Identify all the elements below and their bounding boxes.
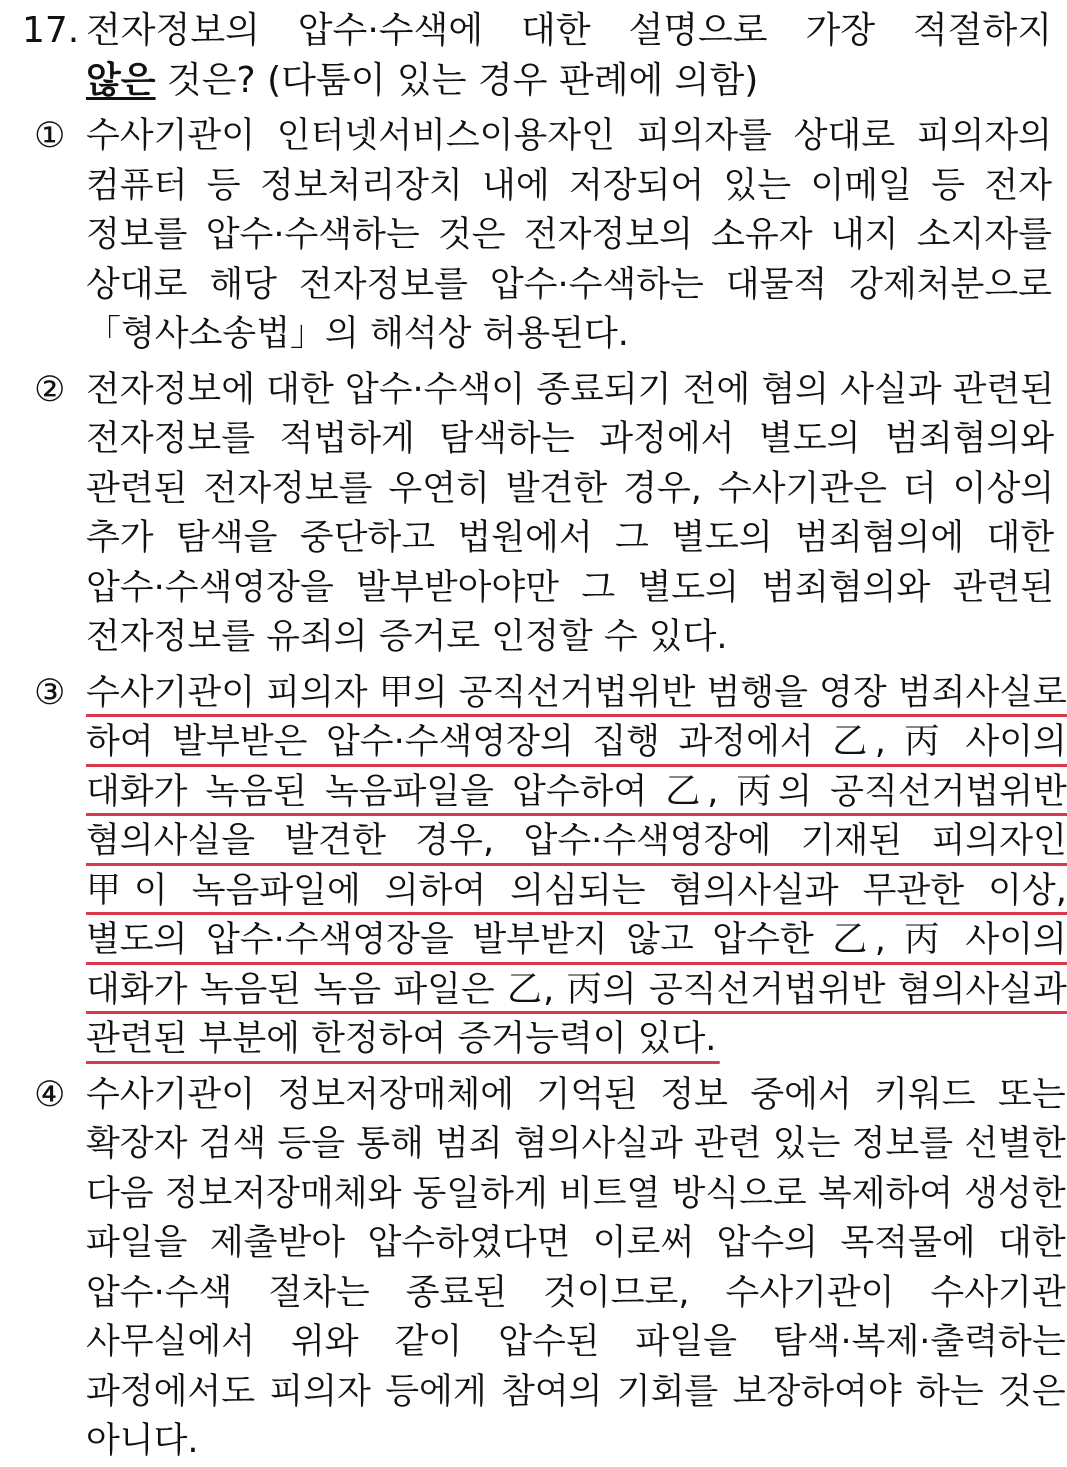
choice-1-line: 상대로 해당 전자정보를 압수·수색하는 대물적 강제처분으로: [86, 264, 1052, 305]
choice-4-text: [86, 1071, 1066, 1467]
choice-3-line-underlined: 甲이 녹음파일에 의하여 의심되는 혐의사실과 무관한 이상,: [86, 867, 1067, 917]
choice-4-line: 수사기관이 정보저장매체에 기억된 정보 중에서 키워드 또는: [86, 1074, 1066, 1115]
choice-3-line-underlined: 수사기관이 피의자 甲의 공직선거법위반 범행을 영장 범죄사실로: [86, 669, 1067, 719]
choice-1-line: 「형사소송법」의 해석상 허용된다.: [86, 314, 629, 354]
choice-2-line: 추가 탐색을 중단하고 법원에서 그 별도의 범죄혐의에 대한: [86, 518, 1055, 558]
question-line-2: [86, 56, 1052, 106]
choice-4-line: 파일을 제출받아 압수하였다면 이로써 압수의 목적물에 대한: [86, 1223, 1066, 1263]
choice-4-mark: ④: [34, 1074, 66, 1115]
choice-3[interactable]: [22, 669, 1067, 1065]
choice-2[interactable]: [22, 366, 1055, 663]
choice-1[interactable]: [22, 112, 1052, 360]
choice-2-text: [86, 366, 1054, 663]
choice-4-line: 다음 정보저장매체와 동일하게 비트열 방식으로 복제하여 생성한: [86, 1173, 1066, 1214]
choice-3-line-underlined: 대화가 녹음된 녹음 파일은 乙, 丙의 공직선거법위반 혐의사실과: [86, 966, 1067, 1016]
choice-3-line-underlined: 관련된 부분에 한정하여 증거능력이 있다.: [86, 1015, 1067, 1065]
question-emphasis: 않은: [86, 60, 156, 101]
choice-3-line-underlined: 하여 발부받은 압수·수색영장의 집행 과정에서 乙, 丙 사이의: [86, 718, 1067, 768]
choice-1-line: 정보를 압수·수색하는 것은 전자정보의 소유자 내지 소지자를: [86, 215, 1052, 255]
question-line-1: 전자정보의 압수·수색에 대한 설명으로 가장 적절하지: [86, 10, 1052, 51]
choice-1-line: 수사기관이 인터넷서비스이용자인 피의자를 상대로 피의자의: [86, 116, 1052, 156]
choice-3-line-underlined: 대화가 녹음된 녹음파일을 압수하여 乙, 丙의 공직선거법위반: [86, 768, 1067, 818]
choice-4-line: 확장자 검색 등을 통해 범죄 혐의사실과 관련 있는 정보를 선별한: [86, 1124, 1066, 1164]
choice-4-line: 압수·수색 절차는 종료된 것이므로, 수사기관이 수사기관: [86, 1272, 1066, 1313]
choice-1-mark: ①: [34, 116, 66, 156]
choice-1-text: [86, 112, 1052, 360]
choice-1-line: 컴퓨터 등 정보처리장치 내에 저장되어 있는 이메일 등 전자: [86, 165, 1052, 206]
choice-2-mark: ②: [34, 369, 66, 410]
question-text: [86, 6, 1052, 106]
choice-4-line: 사무실에서 위와 같이 압수된 파일을 탐색·복제·출력하는: [86, 1322, 1066, 1362]
choice-list: [22, 112, 1067, 1467]
choice-2-line: 전자정보에 대한 압수·수색이 종료되기 전에 혐의 사실과 관련된: [86, 369, 1055, 410]
choice-4-line: 아니다.: [86, 1421, 199, 1461]
choice-4[interactable]: [22, 1071, 1066, 1467]
choice-2-line: 전자정보를 유죄의 증거로 인정할 수 있다.: [86, 617, 728, 657]
choice-3-text: [86, 669, 1067, 1065]
choice-3-line-underlined: 혐의사실을 발견한 경우, 압수·수색영장에 기재된 피의자인: [86, 817, 1067, 867]
choice-2-line: 전자정보를 적법하게 탐색하는 과정에서 별도의 범죄혐의와: [86, 419, 1055, 459]
choice-4-line: 과정에서도 피의자 등에게 참여의 기회를 보장하여야 하는 것은: [86, 1371, 1066, 1412]
question-number: 17.: [22, 10, 80, 51]
question-line-2-rest: 것은? (다툼이 있는 경우 판례에 의함): [155, 60, 759, 101]
choice-2-line: 관련된 전자정보를 우연히 발견한 경우, 수사기관은 더 이상의: [86, 468, 1055, 509]
choice-3-line-underlined: 별도의 압수·수색영장을 발부받지 않고 압수한 乙, 丙 사이의: [86, 916, 1067, 966]
choice-2-line: 압수·수색영장을 발부받아야만 그 별도의 범죄혐의와 관련된: [86, 567, 1055, 608]
question-stem: [22, 6, 1052, 106]
choice-3-mark: ③: [34, 672, 66, 713]
question-block: [22, 6, 1067, 1467]
